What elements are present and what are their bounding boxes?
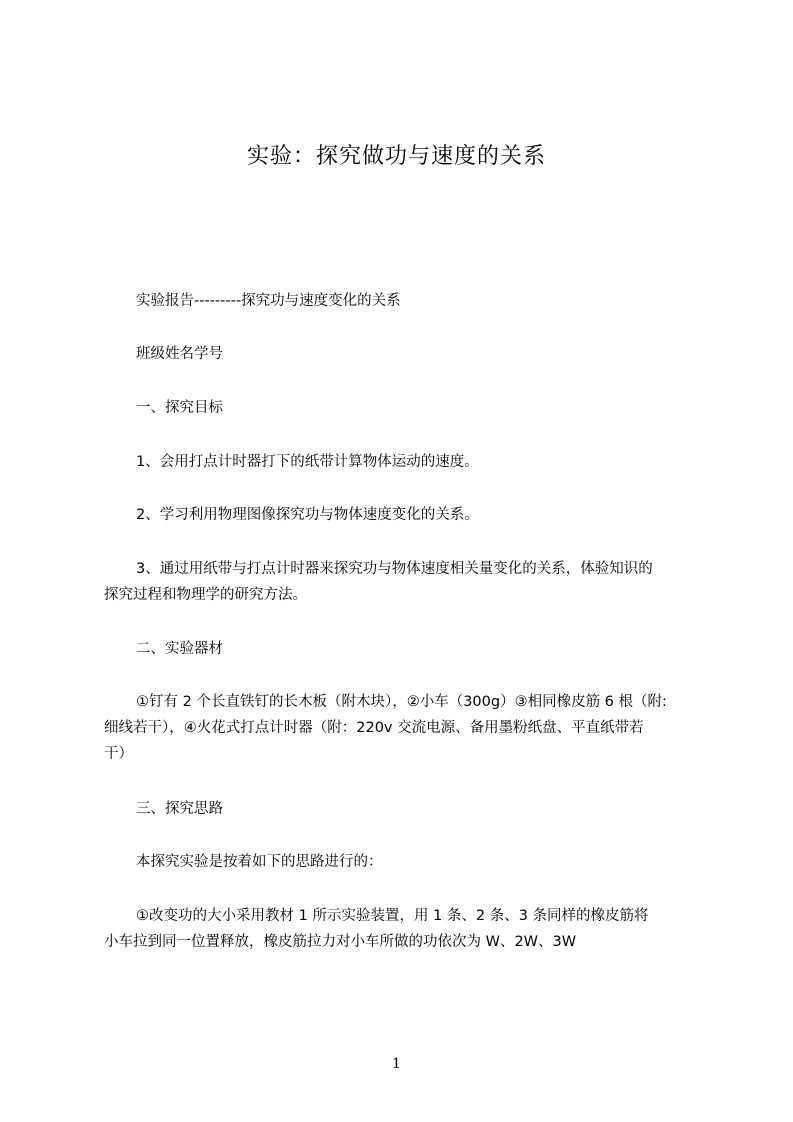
- equipment-line-1: ①钉有 2 个长直铁钉的长木板（附木块），②小车（300g）③相同橡皮筋 6 根（附:: [136, 694, 667, 710]
- approach-step-1-line-1: ①改变功的大小采用教材 1 所示实验装置，用 1 条、2 条、3 条同样的橡皮筋将: [136, 908, 649, 924]
- objective-item-2: 2、学习利用物理图像探究功与物体速度变化的关系。: [136, 507, 479, 523]
- section-heading-objectives: 一、探究目标: [136, 400, 223, 416]
- section-heading-approach: 三、探究思路: [136, 801, 223, 817]
- approach-intro: 本探究实验是按着如下的思路进行的：: [136, 854, 383, 870]
- document-title: 实验：探究做功与速度的关系: [246, 144, 546, 169]
- report-subtitle: 实验报告---------探究功与速度变化的关系: [136, 293, 401, 309]
- objective-item-1: 1、会用打点计时器打下的纸带计算物体运动的速度。: [136, 454, 479, 470]
- section-heading-equipment: 二、实验器材: [136, 641, 223, 657]
- page-number: 1: [392, 1056, 401, 1072]
- approach-step-1-line-2: 小车拉到同一位置释放，橡皮筋拉力对小车所做的功依次为 W、2W、3W: [104, 934, 577, 950]
- objective-item-3-line-2: 探究过程和物理学的研究方法。: [104, 587, 307, 603]
- equipment-line-2: 细线若干），④火花式打点计时器（附：220v 交流电源、备用墨粉纸盘、平直纸带若: [104, 720, 644, 736]
- class-name-id-line: 班级姓名学号: [136, 346, 223, 362]
- equipment-line-3: 干）: [104, 746, 133, 762]
- objective-item-3-line-1: 3、通过用纸带与打点计时器来探究功与物体速度相关量变化的关系，体验知识的: [136, 561, 653, 577]
